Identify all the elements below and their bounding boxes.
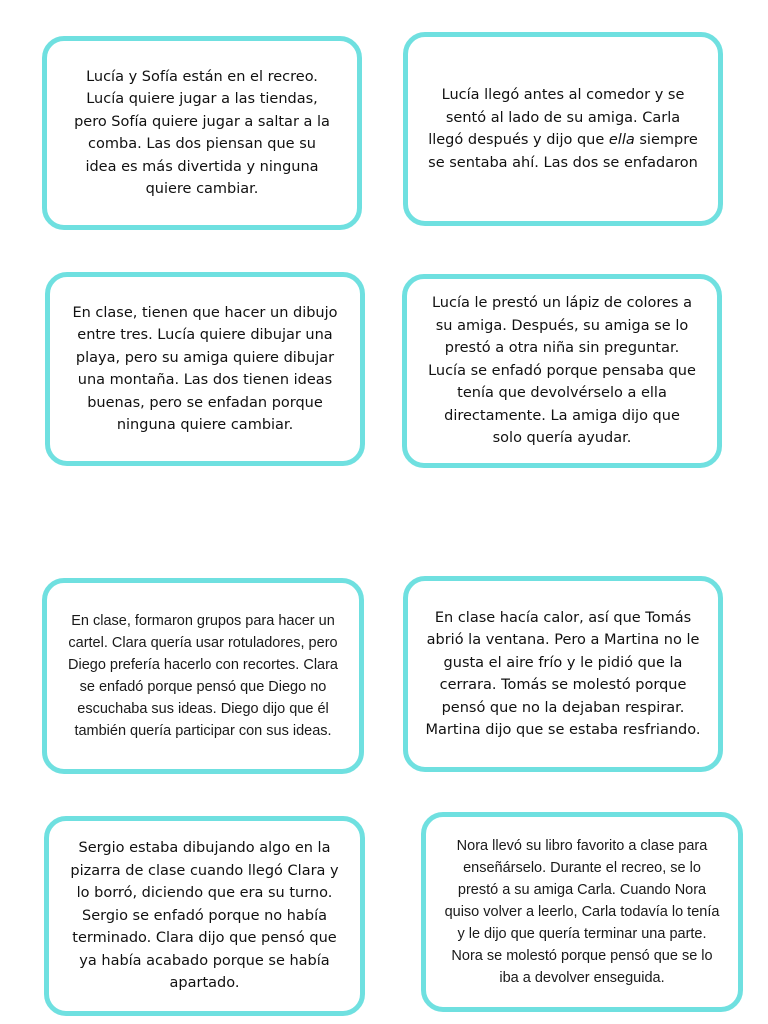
card-text: En clase, tienen que hacer un dibujo entre tres. Lucía quiere dibujar una playa, pero su amiga quiere dibujar una montaña. Las dos tienen ideas buenas, pero se enfadan porque ninguna quiere cambiar. <box>72 304 338 433</box>
scenario-card-2 <box>403 32 723 226</box>
card-text: En clase, formaron grupos para hacer un cartel. Clara quería usar rotuladores, pero Diego prefería hacerlo con recortes. Clara se enfadó porque pensó que Diego no escuchaba sus ideas. Diego dijo que él también quería participar con sus ideas. <box>68 613 338 739</box>
scenario-card-8 <box>421 812 743 1012</box>
scenario-card-3 <box>45 272 365 466</box>
scenario-card-7 <box>44 816 365 1016</box>
card-text: Sergio estaba dibujando algo en la pizarra de clase cuando llegó Clara y lo borró, diciendo que era su turno. Sergio se enfadó porque no había terminado. Clara dijo que pensó que ya había acabado porque se había apartado. <box>70 840 339 992</box>
card-text <box>428 84 698 174</box>
card-text: En clase hacía calor, así que Tomás abrió la ventana. Pero a Martina no le gusta el aire frío y le pidió que la cerrara. Tomás se molestó porque pensó que no la dejaban respirar. Martina dijo que se estaba resfriando. <box>425 609 701 738</box>
card-text-emphasis: ella <box>608 132 635 148</box>
card-text-before: Lucía llegó antes al comedor y se sentó al lado de su amiga. Carla llegó después y dijo que <box>428 87 685 148</box>
scenario-card-1 <box>42 36 362 230</box>
scenario-card-4 <box>402 274 722 468</box>
card-text: Nora llevó su libro favorito a clase para enseñárselo. Durante el recreo, se lo prestó a su amiga Carla. Cuando Nora quiso volver a leerlo, Carla todavía lo tenía y le dijo que quería terminar una parte. Nora se molestó porque pensó que se lo iba a devolver enseguida. <box>444 838 720 986</box>
card-text: Lucía y Sofía están en el recreo. Lucía quiere jugar a las tiendas, pero Sofía quiere jugar a saltar a la comba. Las dos piensan que su idea es más divertida y ninguna quiere cambiar. <box>74 68 330 197</box>
card-text-after: siempre se sentaba ahí. Las dos se enfadaron <box>428 132 698 171</box>
card-text: Lucía le prestó un lápiz de colores a su amiga. Después, su amiga se lo prestó a otra niña sin preguntar. Lucía se enfadó porque pensaba que tenía que devolvérselo a ella directamente. La amiga dijo que solo quería ayudar. <box>428 295 696 447</box>
scenario-card-5 <box>42 578 364 774</box>
scenario-card-6 <box>403 576 723 772</box>
